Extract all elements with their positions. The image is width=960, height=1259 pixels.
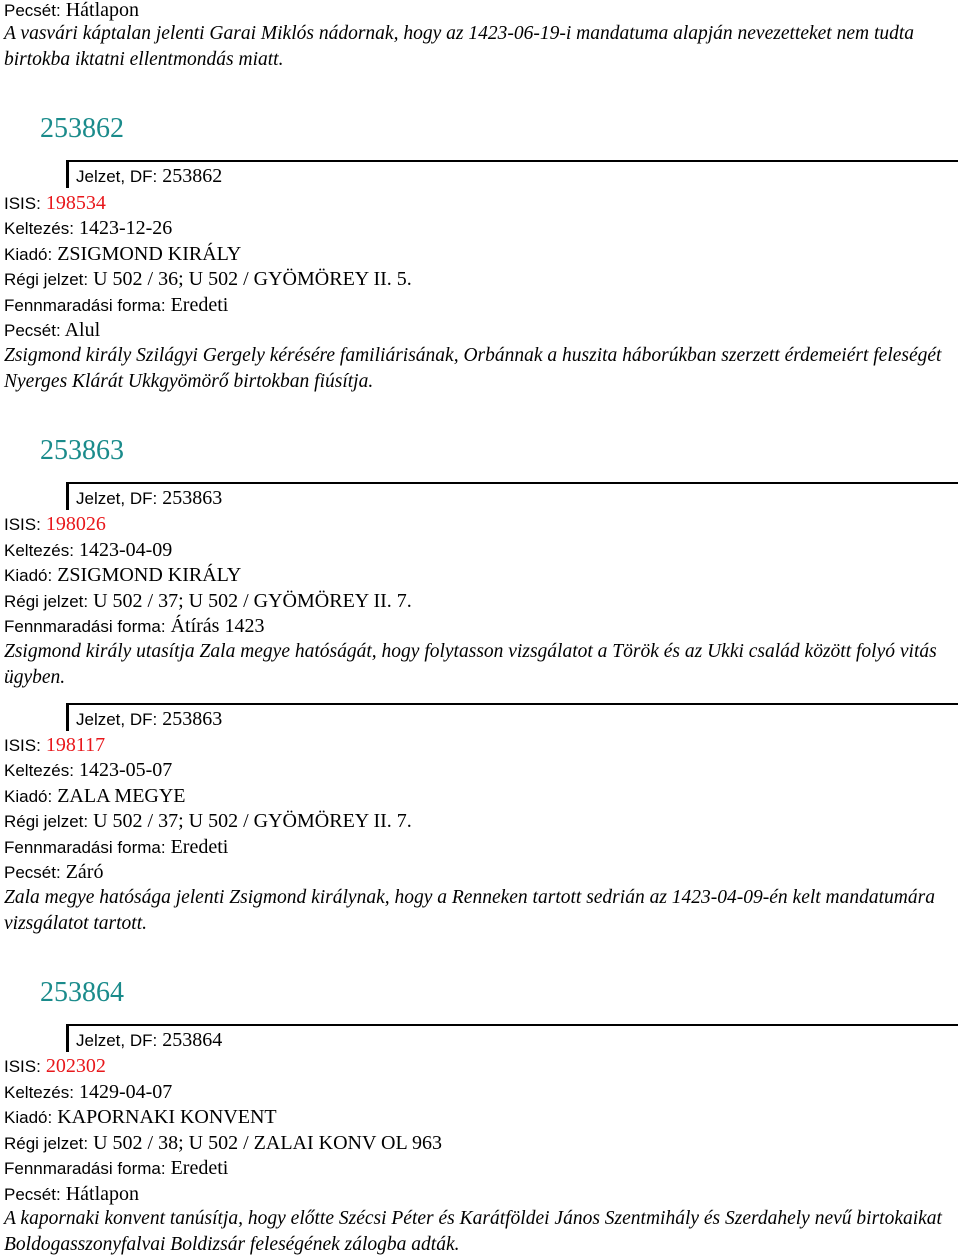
regi-jelzet-label: Régi jelzet: [4,1134,89,1153]
fennmaradas-label: Fennmaradási forma: [4,838,166,857]
regi-jelzet-row [4,266,412,293]
keltezes-row [4,757,172,784]
jelzet-value: 253863 [162,487,223,509]
isis-row [4,511,106,538]
keltezes-value: 1423-04-09 [78,539,173,561]
record-heading: 253863 [40,435,124,466]
fennmaradas-value: Eredeti [170,836,229,858]
fennmaradas-row [4,1155,228,1182]
jelzet-value: 253864 [162,1029,223,1051]
isis-row [4,1053,106,1080]
jelzet-label: Jelzet, DF: [76,1031,158,1050]
record-abstract: A vasvári káptalan jelenti Garai Miklós nádornak, hogy az 1423-06-19-i mandatuma alapján nevezetteket nem tudta birtokba iktatni ellentmondás miatt. [4,23,915,70]
isis-label: ISIS: [4,1057,41,1076]
kiado-label: Kiadó: [4,1108,53,1127]
kiado-value: ZALA MEGYE [57,785,186,807]
keltezes-label: Keltezés: [4,219,74,238]
jelzet-row [66,1024,958,1054]
kiado-label: Kiadó: [4,566,53,585]
fennmaradas-label: Fennmaradási forma: [4,617,166,636]
regi-jelzet-value: U 502 / 37; U 502 / GYÖMÖREY II. 7. [93,810,412,832]
regi-jelzet-value: U 502 / 36; U 502 / GYÖMÖREY II. 5. [93,268,412,290]
pecset-label: Pecsét: [4,1,61,20]
regi-jelzet-row [4,808,412,835]
kiado-value: ZSIGMOND KIRÁLY [57,564,242,586]
kiado-row [4,783,186,810]
jelzet-value: 253863 [162,708,223,730]
jelzet-label: Jelzet, DF: [76,489,158,508]
regi-jelzet-row [4,1130,442,1157]
pecset-label: Pecsét: [4,321,61,340]
pecset-row [4,1181,139,1208]
jelzet-marker [66,482,69,510]
pecset-value: Hátlapon [65,1183,140,1205]
fennmaradas-value: Eredeti [170,294,229,316]
jelzet-row [66,703,958,733]
jelzet-marker [66,1024,69,1052]
keltezes-value: 1423-12-26 [78,217,173,239]
regi-jelzet-row [4,588,412,615]
keltezes-row [4,1079,172,1106]
regi-jelzet-value: U 502 / 37; U 502 / GYÖMÖREY II. 7. [93,590,412,612]
kiado-row [4,1104,277,1131]
isis-value: 202302 [45,1055,106,1077]
keltezes-row [4,215,172,242]
kiado-row [4,241,241,268]
isis-value: 198534 [45,192,106,214]
jelzet-value: 253862 [162,165,223,187]
fennmaradas-value: Átírás 1423 [170,615,265,637]
fennmaradas-value: Eredeti [170,1157,229,1179]
keltezes-value: 1429-04-07 [78,1081,173,1103]
jelzet-marker [66,703,69,731]
record-abstract: Zsigmond király Szilágyi Gergely kérésére familiárisának, Orbánnak a huszita háborúkban szerzett érdemeiért feleségét Nyerges Klárát Ukkgyömörő birtokban fiúsítja. [4,345,942,392]
regi-jelzet-label: Régi jelzet: [4,812,89,831]
fennmaradas-row [4,292,228,319]
fennmaradas-row [4,834,228,861]
jelzet-label: Jelzet, DF: [76,167,158,186]
fennmaradas-label: Fennmaradási forma: [4,1159,166,1178]
pecset-value: Hátlapon [65,0,140,21]
keltezes-value: 1423-05-07 [78,759,173,781]
kiado-value: ZSIGMOND KIRÁLY [57,243,242,265]
pecset-row [4,317,100,344]
keltezes-row [4,537,172,564]
pecset-label: Pecsét: [4,863,61,882]
record-heading: 253862 [40,113,124,144]
keltezes-label: Keltezés: [4,541,74,560]
keltezes-label: Keltezés: [4,761,74,780]
record-abstract: Zsigmond király utasítja Zala megye hatóságát, hogy folytasson vizsgálatot a Török és az Ukki család között folyó vitás ügyben. [4,641,937,688]
jelzet-label: Jelzet, DF: [76,710,158,729]
pecset-value: Záró [65,861,104,883]
kiado-value: KAPORNAKI KONVENT [57,1106,277,1128]
isis-value: 198026 [45,513,106,535]
isis-label: ISIS: [4,515,41,534]
jelzet-row [66,160,958,190]
pecset-value: Alul [64,319,101,341]
record-abstract: Zala megye hatósága jelenti Zsigmond királynak, hogy a Renneken tartott sedrián az 1423-04-09-én kelt mandatumára vizsgálatot tartott. [4,887,935,934]
jelzet-row [66,482,958,512]
kiado-row [4,562,241,589]
keltezes-label: Keltezés: [4,1083,74,1102]
isis-label: ISIS: [4,194,41,213]
kiado-label: Kiadó: [4,787,53,806]
regi-jelzet-label: Régi jelzet: [4,270,89,289]
regi-jelzet-value: U 502 / 38; U 502 / ZALAI KONV OL 963 [93,1132,442,1154]
fennmaradas-label: Fennmaradási forma: [4,296,166,315]
kiado-label: Kiadó: [4,245,53,264]
pecset-label: Pecsét: [4,1185,61,1204]
pecset-row [4,859,103,886]
isis-row [4,732,105,759]
fennmaradas-row [4,613,264,640]
regi-jelzet-label: Régi jelzet: [4,592,89,611]
record-heading: 253864 [40,977,124,1008]
jelzet-marker [66,160,69,188]
isis-label: ISIS: [4,736,41,755]
isis-row [4,190,106,217]
record-abstract: A kapornaki konvent tanúsítja, hogy előtte Szécsi Péter és Karátföldei János Szentmihály és Szerdahely nevű birtokaikat Boldogasszonyfalvai Boldizsár feleségének zálogba adták. [4,1208,942,1255]
isis-value: 198117 [45,734,106,756]
